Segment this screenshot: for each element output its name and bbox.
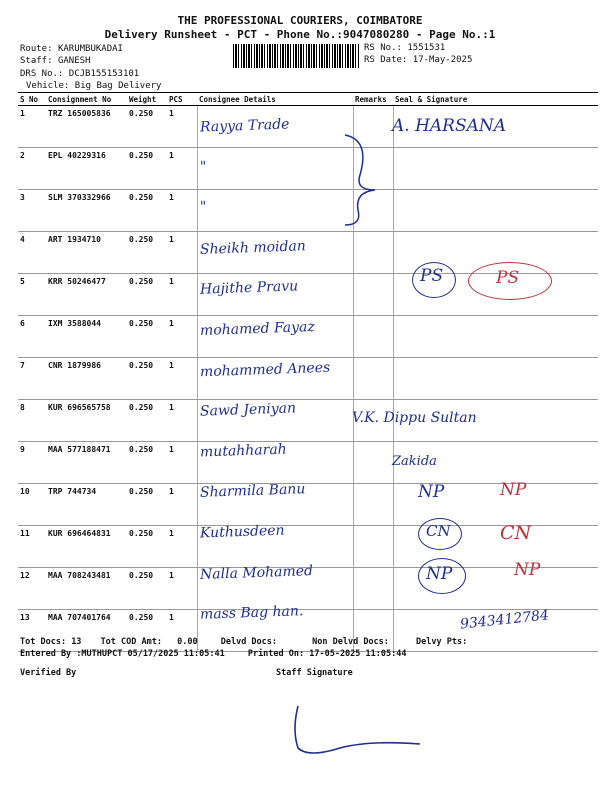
handwritten-consignee: Sharmila Banu — [199, 481, 306, 502]
row-weight: 0.250 — [127, 316, 167, 358]
rs-date-line — [364, 55, 472, 65]
signature-row-13: 9343412784 — [459, 607, 550, 633]
barcode — [233, 44, 359, 68]
delvy-pts-label: Delvy Pts: — [416, 637, 468, 647]
row-pcs: 1 — [167, 316, 197, 358]
row-remarks — [353, 316, 393, 358]
tot-docs-label: Tot Docs: — [20, 637, 67, 647]
col-remarks: Remarks — [353, 93, 393, 106]
row-pcs: 1 — [167, 400, 197, 442]
row-pcs: 1 — [167, 610, 197, 652]
handwritten-consignee: mohamed Fayaz — [199, 319, 316, 339]
signature-row-11b: CN — [500, 522, 532, 544]
handwritten-consignee: Rayya Trade — [199, 116, 290, 136]
row-weight: 0.250 — [127, 526, 167, 568]
rs-no-line — [364, 43, 445, 53]
staff-line — [20, 56, 90, 66]
row-remarks — [353, 568, 393, 610]
rs-no-value: 1551531 — [407, 43, 446, 53]
row-consignment: MAA 707401764 — [46, 610, 127, 652]
row-remarks — [353, 442, 393, 484]
row-sno: 8 — [18, 400, 46, 442]
runsheet-title: Delivery Runsheet - PCT - Phone No.:9047080280 - Page No.:1 — [104, 28, 496, 41]
row-pcs: 1 — [167, 358, 197, 400]
signature-row-8: V.K. Dippu Sultan — [352, 410, 477, 426]
row-consignment: KUR 696464831 — [46, 526, 127, 568]
col-sno: S No — [18, 93, 46, 106]
handwritten-consignee: Sawd Jeniyan — [199, 400, 297, 420]
handwritten-consignee: Kuthusdeen — [199, 522, 285, 542]
drs-label: DRS No.: — [20, 69, 64, 79]
handwritten-consignee: mutahharah — [199, 441, 287, 461]
row-consignment: TRZ 165005836 — [46, 106, 127, 148]
row-weight: 0.250 — [127, 274, 167, 316]
route-value: KARUMBUKADAI — [57, 44, 123, 54]
handwritten-consignee: " — [199, 199, 207, 216]
signature-row-9: Zakida — [392, 454, 437, 469]
row-consignment: MAA 577188471 — [46, 442, 127, 484]
row-pcs: 1 — [167, 106, 197, 148]
row-pcs: 1 — [167, 148, 197, 190]
row-remarks — [353, 232, 393, 274]
tot-docs-value: 13 — [71, 637, 82, 647]
row-weight: 0.250 — [127, 106, 167, 148]
entry-line — [20, 649, 406, 659]
rs-no-label: RS No.: — [364, 43, 402, 53]
drs-line — [20, 69, 139, 79]
handwritten-consignee: Hajithe Pravu — [199, 278, 299, 299]
handwritten-consignee: mass Bag han. — [199, 603, 304, 623]
cod-value: 0.00 — [177, 637, 198, 647]
row-pcs: 1 — [167, 274, 197, 316]
signature-row-10a: NP — [418, 482, 445, 502]
staff-signature-mark — [280, 700, 430, 760]
printed-on: Printed On: 17-05-2025 11:05:44 — [247, 649, 407, 659]
entered-by: Entered By :MUTHUPCT 05/17/2025 11:05:41 — [20, 649, 225, 659]
row-pcs: 1 — [167, 484, 197, 526]
row-consignment: KRR 50246477 — [46, 274, 127, 316]
row-weight: 0.250 — [127, 610, 167, 652]
row-sno: 6 — [18, 316, 46, 358]
row-weight: 0.250 — [127, 442, 167, 484]
totals-line — [20, 637, 467, 647]
row-consignment: CNR 1879986 — [46, 358, 127, 400]
row-weight: 0.250 — [127, 484, 167, 526]
row-pcs: 1 — [167, 442, 197, 484]
table-row — [18, 106, 598, 148]
row-seal — [393, 148, 598, 190]
signature-row-10b: NP — [500, 480, 527, 500]
row-weight: 0.250 — [127, 568, 167, 610]
row-pcs: 1 — [167, 190, 197, 232]
staff-label: Staff: — [20, 56, 53, 66]
row-pcs: 1 — [167, 526, 197, 568]
staff-signature-label: Staff Signature — [276, 668, 353, 678]
row-sno: 3 — [18, 190, 46, 232]
row-consignment: KUR 696565758 — [46, 400, 127, 442]
row-weight: 0.250 — [127, 232, 167, 274]
signature-row-12b: NP — [514, 560, 541, 580]
row-sno: 12 — [18, 568, 46, 610]
row-remarks — [353, 484, 393, 526]
handwritten-consignee: Nalla Mohamed — [199, 562, 314, 583]
signature-row-12a: NP — [426, 564, 453, 584]
row-weight: 0.250 — [127, 400, 167, 442]
cod-label: Tot COD Amt: — [100, 637, 162, 647]
col-seal: Seal & Signature — [393, 93, 598, 106]
table-row — [18, 442, 598, 484]
signature-row-1: A. HARSANA — [392, 116, 507, 136]
vehicle-line — [26, 81, 161, 91]
drs-value: DCJB155153101 — [68, 69, 140, 79]
row-consignment: IXM 3588044 — [46, 316, 127, 358]
row-consignee — [197, 148, 353, 190]
vehicle-value: Big Bag Delivery — [74, 81, 162, 91]
row-seal — [393, 190, 598, 232]
row-pcs: 1 — [167, 232, 197, 274]
row-consignment: SLM 370332966 — [46, 190, 127, 232]
row-sno: 2 — [18, 148, 46, 190]
handwritten-consignee: mohammed Anees — [199, 359, 331, 380]
row-pcs: 1 — [167, 568, 197, 610]
row-sno: 10 — [18, 484, 46, 526]
row-consignment: EPL 40229316 — [46, 148, 127, 190]
row-sno: 4 — [18, 232, 46, 274]
row-consignment: ART 1934710 — [46, 232, 127, 274]
col-consignment: Consignment No — [46, 93, 127, 106]
row-sno: 7 — [18, 358, 46, 400]
delvd-label: Delvd Docs: — [220, 637, 278, 647]
row-sno: 11 — [18, 526, 46, 568]
row-sno: 1 — [18, 106, 46, 148]
handwritten-consignee: " — [199, 158, 207, 175]
row-remarks — [353, 358, 393, 400]
row-consignment: TRP 744734 — [46, 484, 127, 526]
col-weight: Weight — [127, 93, 167, 106]
company-name: THE PROFESSIONAL COURIERS, COIMBATORE — [177, 14, 423, 27]
row-remarks — [353, 274, 393, 316]
signature-row-5b: PS — [496, 268, 520, 288]
verified-by: Verified By — [20, 668, 77, 678]
non-delvd-label: Non Delvd Docs: — [312, 637, 389, 647]
row-sno: 13 — [18, 610, 46, 652]
staff-value: GANESH — [57, 56, 91, 66]
row-consignment: MAA 708243481 — [46, 568, 127, 610]
col-consignee: Consignee Details — [197, 93, 353, 106]
brace-mark — [340, 130, 380, 230]
rs-date-label: RS Date: — [364, 55, 408, 65]
row-sno: 5 — [18, 274, 46, 316]
row-seal — [393, 358, 598, 400]
row-sno: 9 — [18, 442, 46, 484]
row-seal — [393, 316, 598, 358]
table-row — [18, 148, 598, 190]
row-weight: 0.250 — [127, 190, 167, 232]
row-weight: 0.250 — [127, 358, 167, 400]
row-remarks — [353, 526, 393, 568]
signature-row-11a: CN — [426, 522, 451, 540]
handwritten-consignee: Sheikh moidan — [199, 237, 307, 258]
table-header-row — [18, 93, 598, 106]
signature-row-5a: PS — [420, 266, 444, 286]
table-row — [18, 400, 598, 442]
row-consignee — [197, 190, 353, 232]
route-line — [20, 44, 123, 54]
route-label: Route: — [20, 44, 53, 54]
vehicle-label: Vehicle: — [26, 81, 70, 91]
table-row — [18, 190, 598, 232]
row-weight: 0.250 — [127, 148, 167, 190]
col-pcs: PCS — [167, 93, 197, 106]
rs-date-value: 17-May-2025 — [412, 55, 473, 65]
